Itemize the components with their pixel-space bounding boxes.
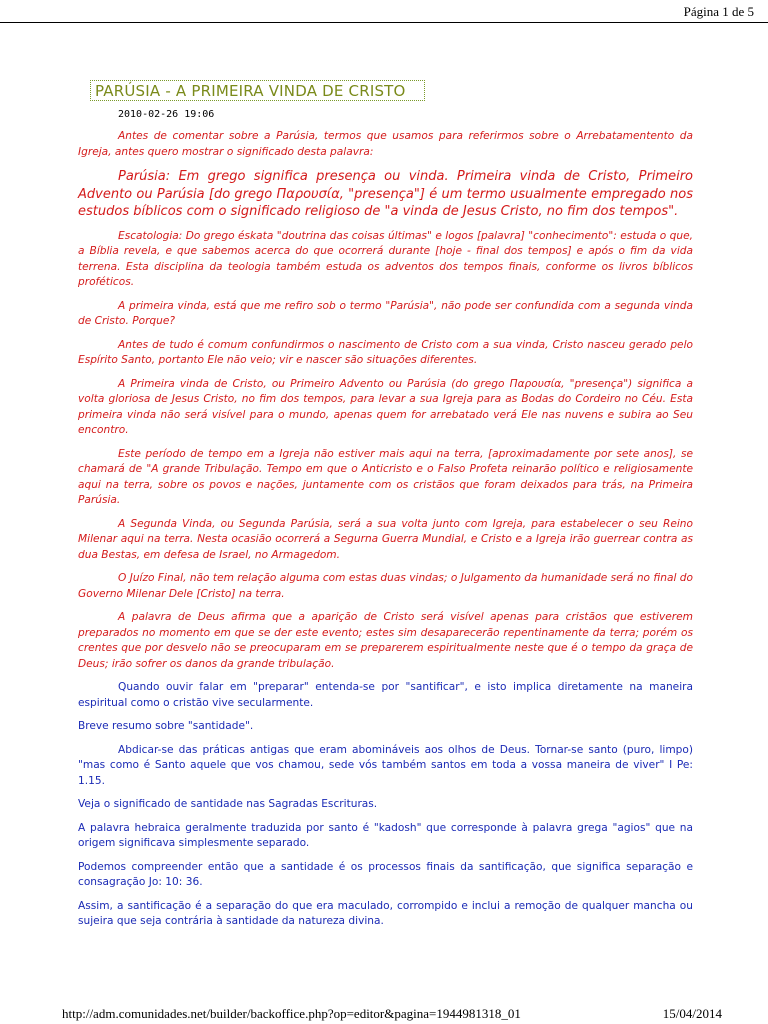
footer-url: http://adm.comunidades.net/builder/backoffice.php?op=editor&pagina=1944981318_01 [62,1006,521,1021]
post-date: 2010-02-26 19:06 [118,109,215,120]
page-indicator: Página 1 de 5 [683,4,754,19]
paragraph: Este período de tempo em a Igreja não estiver mais aqui na terra, [aproximadamente por sete anos], se chamará de "A grande Tribulação. Tempo em que o Anticristo e o Falso Profeta reinarão político e religiosamente aqui na terra, sobre os povos e nações, juntamente com os cristãos que foram deixados para trás, na Primeira Parúsia. [78,447,693,506]
paragraph: A palavra de Deus afirma que a aparição de Cristo será visível apenas para cristãos que estiverem preparados no momento em que se der este evento; estes sim desaparecerão repentinamente da terra; porém os crentes que por desvelo não se preocuparam em se preparerem espiritualmente neste que é o tempo da graça de Deus; irão sofrer os danos da grande tribulação. [78,611,693,670]
paragraph: A palavra hebraica geralmente traduzida por santo é "kadosh" que corresponde à palavra grega "agios" que na origem significava simplesmente separado. [78,821,693,849]
paragraph: Breve resumo sobre "santidade". [78,720,254,732]
paragraph: A Primeira vinda de Cristo, ou Primeiro Advento ou Parúsia (do grego Παρουσία, "presença") significa a volta gloriosa de Jesus Cristo, no fim dos tempos, para levar a sua Igreja para as Bodas do Cordeiro no Céu. Esta primeira vinda não será visível para o mundo, apenas quem for arrebatado verá Ele nas nuvens e subira ao Seu encontro. [78,377,693,436]
paragraph: Assim, a santificação é a separação do que era maculado, corrompido e inclui a remoção de qualquer mancha ou sujeira que seja contrária à santidade da natureza divina. [78,899,693,927]
paragraph: Parúsia: Em grego significa presença ou vinda. Primeira vinda de Cristo, Primeiro Advento ou Parúsia [do grego Παρουσία, "presença"] é um termo usualmente empregado nos estudos bíblicos com o significado religioso de "a vinda de Jesus Cristo, no fim dos tempos". [78,169,693,219]
paragraph: A primeira vinda, está que me refiro sob o termo "Parúsia", não pode ser confundida com a segunda vinda de Cristo. Porque? [78,299,693,327]
paragraph: O Juízo Final, não tem relação alguma com estas duas vindas; o Julgamento da humanidade será no final do Governo Milenar Dele [Cristo] na terra. [78,572,693,600]
post-title: PARÚSIA - A PRIMEIRA VINDA DE CRISTO [90,80,425,101]
paragraph: A Segunda Vinda, ou Segunda Parúsia, será a sua volta junto com Igreja, para estabelecer o seu Reino Milenar aqui na terra. Nesta ocasião ocorrerá a Segurna Guerra Mundial, e Cristo e a Igreja irão guerrear contra as dua Bestas, em defesa de Israel, no Armagedom. [78,517,693,561]
paragraph: Veja o significado de santidade nas Sagradas Escrituras. [78,798,378,810]
paragraph: Escatologia: Do grego éskata "doutrina das coisas últimas" e logos [palavra] "conhecimento": estuda o que, a Bíblia revela, e que sabemos acerca do que ocorrerá durante [hoje - final dos tempos] e após o fim da vida terrena. Esta disciplina da teologia também estuda os adventos dos tempos finais, conforme os livros bíblicos proféticos. [78,229,693,288]
paragraph: Antes de tudo é comum confundirmos o nascimento de Cristo com a sua vinda, Cristo nasceu gerado pelo Espírito Santo, portanto Ele não veio; vir e nascer são situações diferentes. [78,338,693,366]
footer-date: 15/04/2014 [662,1006,722,1021]
paragraph: Abdicar-se das práticas antigas que eram abomináveis aos olhos de Deus. Tornar-se santo (puro, limpo) "mas como é Santo aquele que vos chamou, sede vós também santos em toda a vossa maneira de viver" I Pe: 1.15. [78,743,693,787]
post-body [78,129,693,938]
paragraph: Podemos compreender então que a santidade é os processos finais da santificação, que significa separação e consagração Jo: 10: 36. [78,860,693,888]
paragraph: Antes de comentar sobre a Parúsia, termos que usamos para referirmos sobre o Arrebatamentento da Igreja, antes quero mostrar o significado desta palavra: [78,130,693,158]
paragraph: Quando ouvir falar em "preparar" entenda-se por "santificar", e isto implica diretamente na maneira espiritual como o cristão vive secularmente. [78,681,693,709]
header-divider [0,22,768,23]
